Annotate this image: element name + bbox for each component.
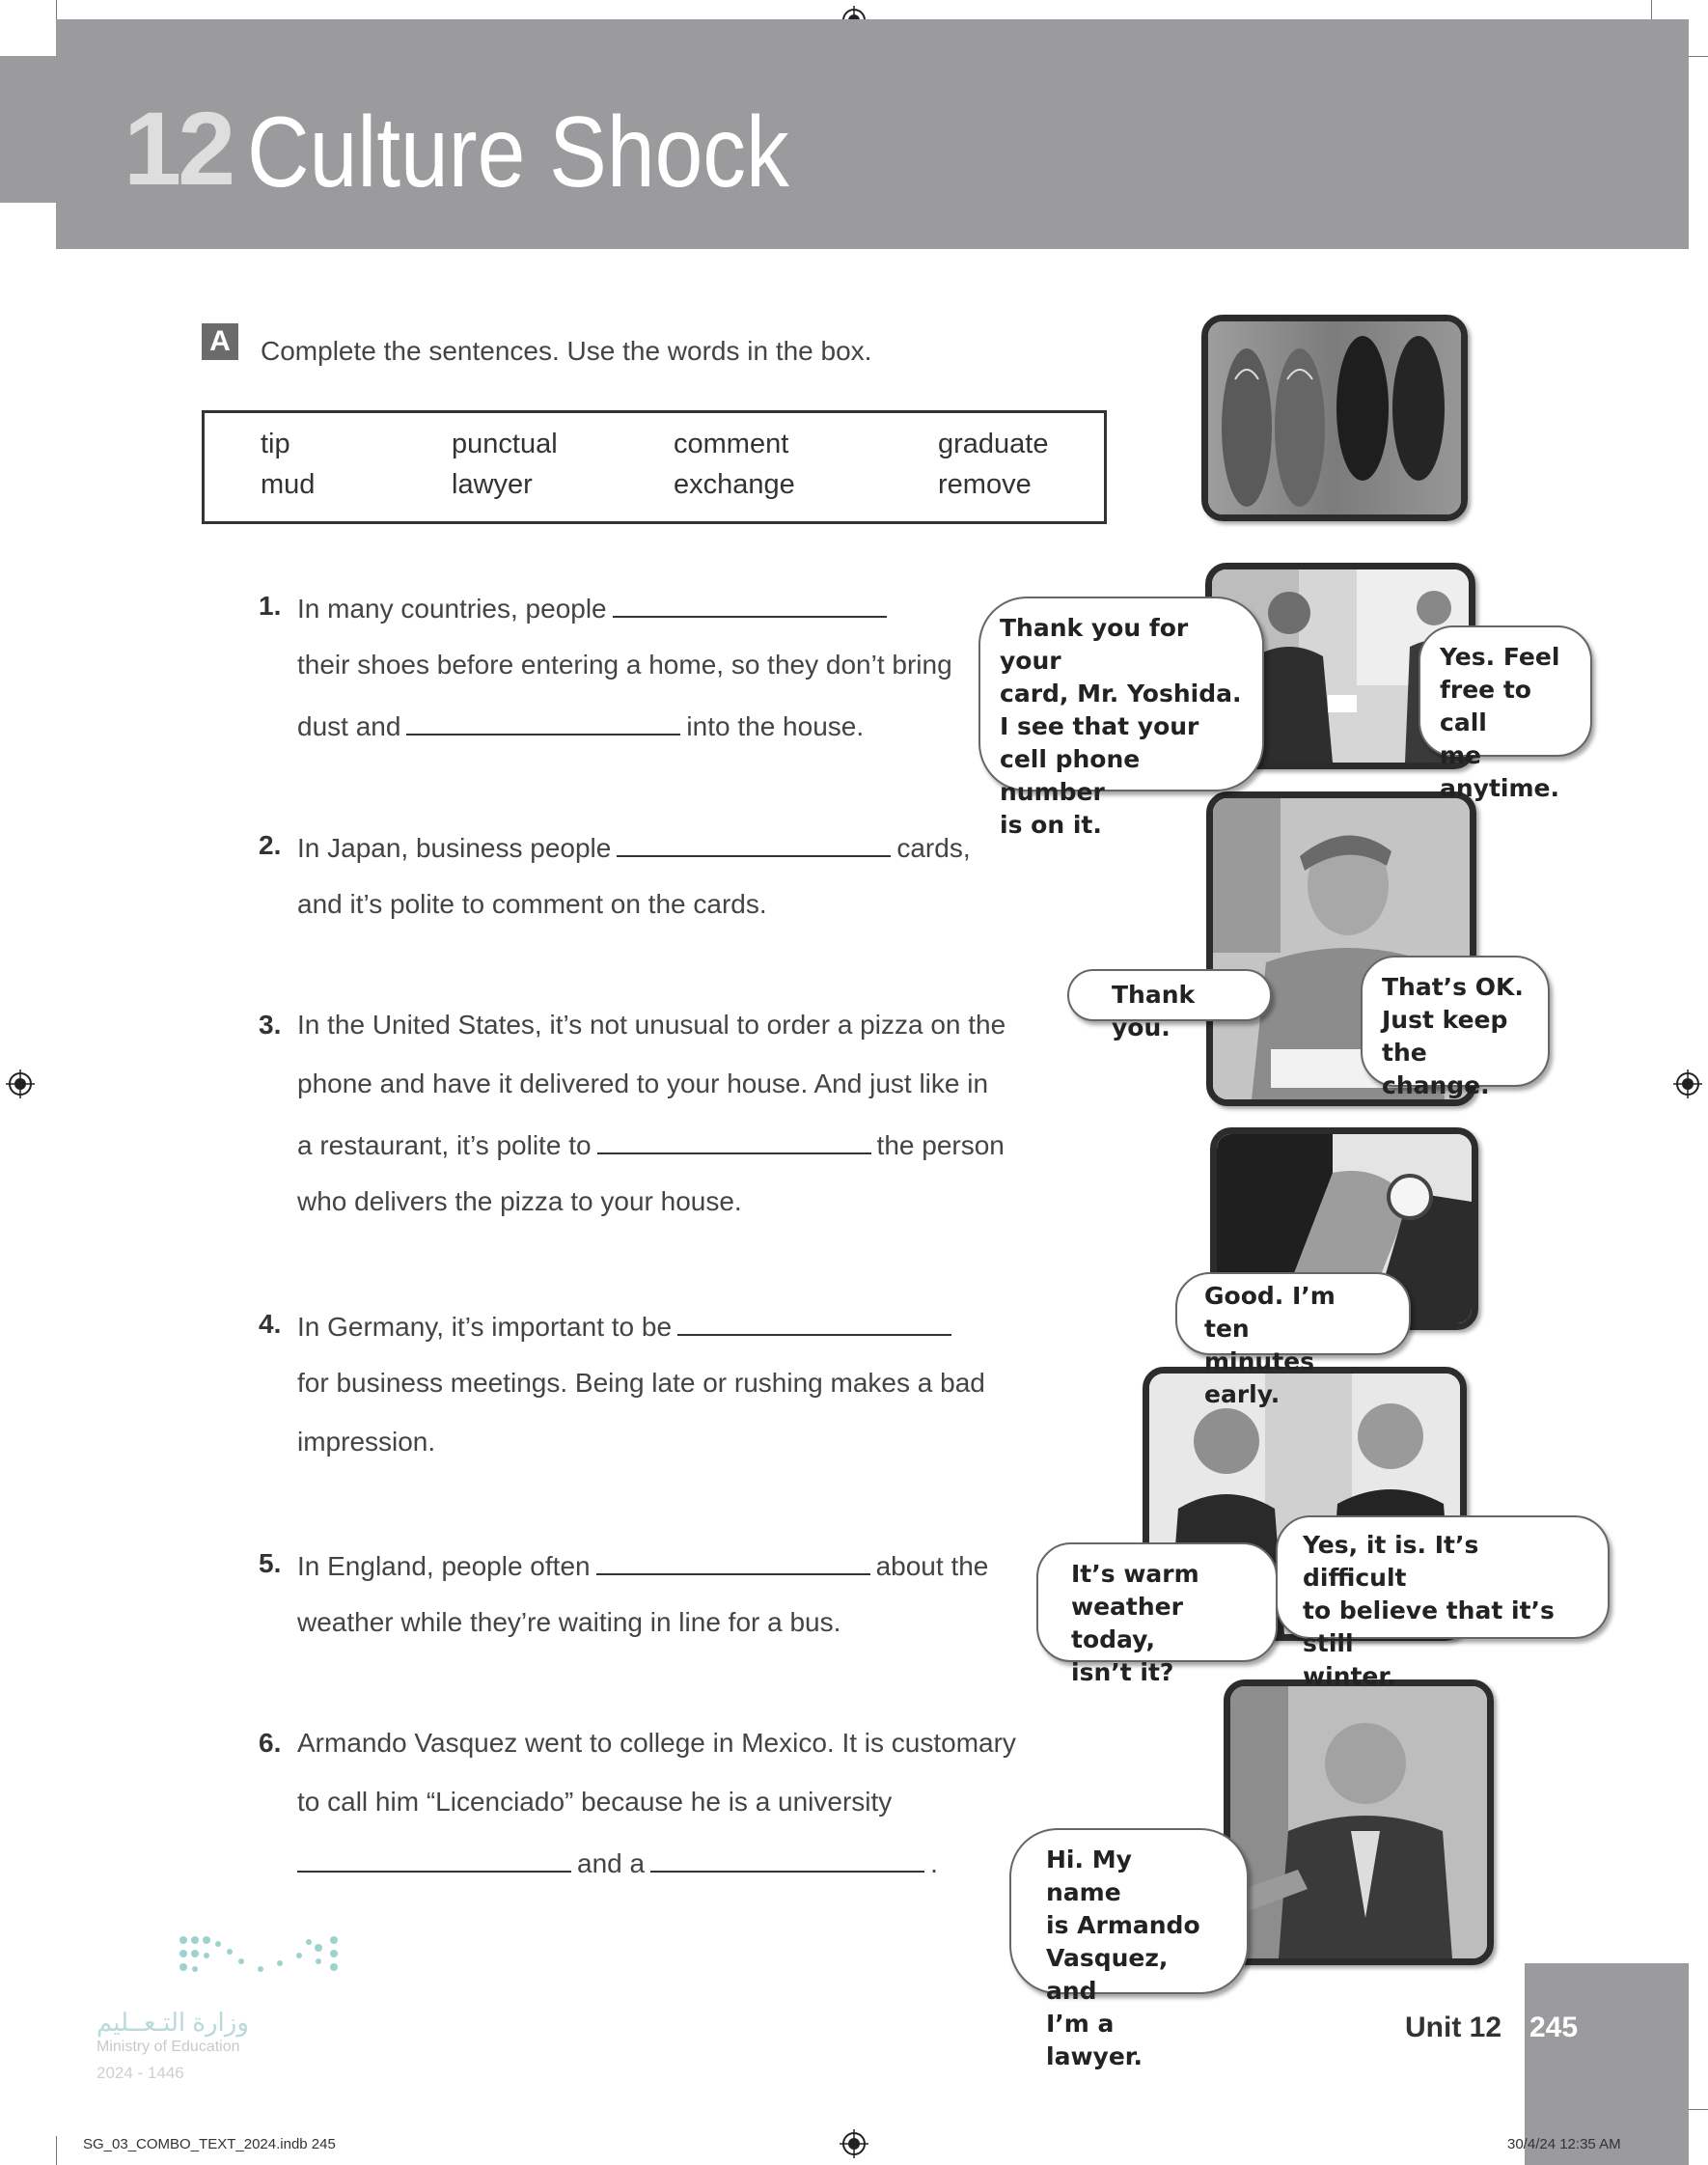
page-number: 245 (1529, 2012, 1579, 2043)
ministry-logo-icon (174, 1930, 347, 1988)
item-3-line-1: In the United States, it’s not unusual to order a pizza on the (297, 1010, 1006, 1040)
item-6-line-2: to call him “Licenciado” because he is a university (297, 1787, 893, 1817)
speech-bubble-4: That’s OK. Just keep the change. (1361, 956, 1550, 1087)
item-6-line-1: Armando Vasquez went to college in Mexico. It is customary (297, 1728, 1016, 1758)
unit-label: Unit 12 (1405, 2012, 1502, 2043)
answer-blank[interactable] (677, 1309, 951, 1336)
item-number: 4. (259, 1309, 282, 1339)
ministry-name-english: Ministry of Education (96, 2039, 240, 2055)
page-title: Culture Shock (247, 97, 789, 208)
armando-photo (1224, 1679, 1494, 1965)
item-2-line-2: and it’s polite to comment on the cards. (297, 889, 767, 919)
item-number: 5. (259, 1548, 282, 1578)
speech-bubble-2: Yes. Feel free to call me anytime. (1419, 625, 1592, 757)
item-number: 3. (259, 1010, 282, 1040)
word-item: comment (674, 429, 789, 459)
word-item: punctual (452, 429, 558, 459)
item-3-line-2: phone and have it delivered to your house. And just like in (297, 1069, 989, 1098)
answer-blank[interactable] (297, 1846, 571, 1873)
answer-blank[interactable] (650, 1846, 924, 1873)
item-3-line-3: a restaurant, it’s polite to the person (297, 1127, 1005, 1161)
word-item: lawyer (452, 469, 533, 500)
word-item: tip (261, 429, 290, 459)
instruction-text: Complete the sentences. Use the words in the box. (261, 336, 872, 366)
word-item: mud (261, 469, 316, 500)
item-6-line-3: and a . (291, 1846, 938, 1879)
word-item: graduate (938, 429, 1049, 459)
header-tab (0, 56, 56, 203)
answer-blank[interactable] (617, 830, 891, 857)
answer-blank[interactable] (406, 708, 680, 736)
speech-bubble-1: Thank you for your card, Mr. Yoshida. I see that your cell phone number is on it. (978, 597, 1264, 791)
item-4-line-3: impression. (297, 1427, 436, 1457)
item-1-line-2: their shoes before entering a home, so they don’t bring (297, 650, 952, 680)
shoes-photo (1201, 315, 1468, 521)
speech-bubble-5: Good. I’m ten minutes early. (1175, 1272, 1411, 1355)
item-number: 2. (259, 830, 282, 860)
answer-blank[interactable] (596, 1548, 870, 1575)
speech-bubble-6: It’s warm weather today, isn’t it? (1036, 1542, 1278, 1662)
unit-number: 12 (124, 90, 233, 207)
item-5-line-2: weather while they’re waiting in line for a bus. (297, 1607, 841, 1637)
print-slug-file: SG_03_COMBO_TEXT_2024.indb 245 (83, 2136, 336, 2152)
answer-blank[interactable] (597, 1127, 871, 1154)
word-item: remove (938, 469, 1032, 500)
item-4-line-2: for business meetings. Being late or rushing makes a bad (297, 1368, 985, 1398)
section-label: A (202, 323, 238, 360)
speech-bubble-8: Hi. My name is Armando Vasquez, and I’m a lawyer. (1009, 1828, 1249, 1994)
registration-mark-icon (840, 2129, 868, 2158)
ministry-name-arabic: وزارة التـعــليم (96, 2008, 249, 2037)
footer-tab (1525, 1963, 1689, 2165)
item-number: 6. (259, 1728, 282, 1758)
speech-bubble-3: Thank you. (1067, 969, 1272, 1021)
speech-bubble-7: Yes, it is. It’s difficult to believe that it’s still winter. (1276, 1515, 1610, 1639)
item-number: 1. (259, 591, 282, 621)
registration-mark-icon (1673, 1069, 1702, 1098)
item-3-line-4: who delivers the pizza to your house. (297, 1186, 742, 1216)
item-4-line-1: In Germany, it’s important to be (297, 1309, 957, 1343)
word-box (202, 410, 1107, 524)
item-5-line-1: In England, people often about the (297, 1548, 988, 1582)
item-2-line-1: In Japan, business people cards, (297, 830, 971, 864)
ministry-year: 2024 - 1446 (96, 2064, 184, 2082)
word-item: exchange (674, 469, 795, 500)
crop-mark (56, 2136, 57, 2165)
item-1-line-3: dust and into the house. (297, 708, 864, 742)
print-slug-date: 30/4/24 12:35 AM (1507, 2136, 1621, 2152)
registration-mark-icon (6, 1069, 35, 1098)
item-1-line-1: In many countries, people (297, 591, 893, 625)
answer-blank[interactable] (613, 591, 887, 618)
